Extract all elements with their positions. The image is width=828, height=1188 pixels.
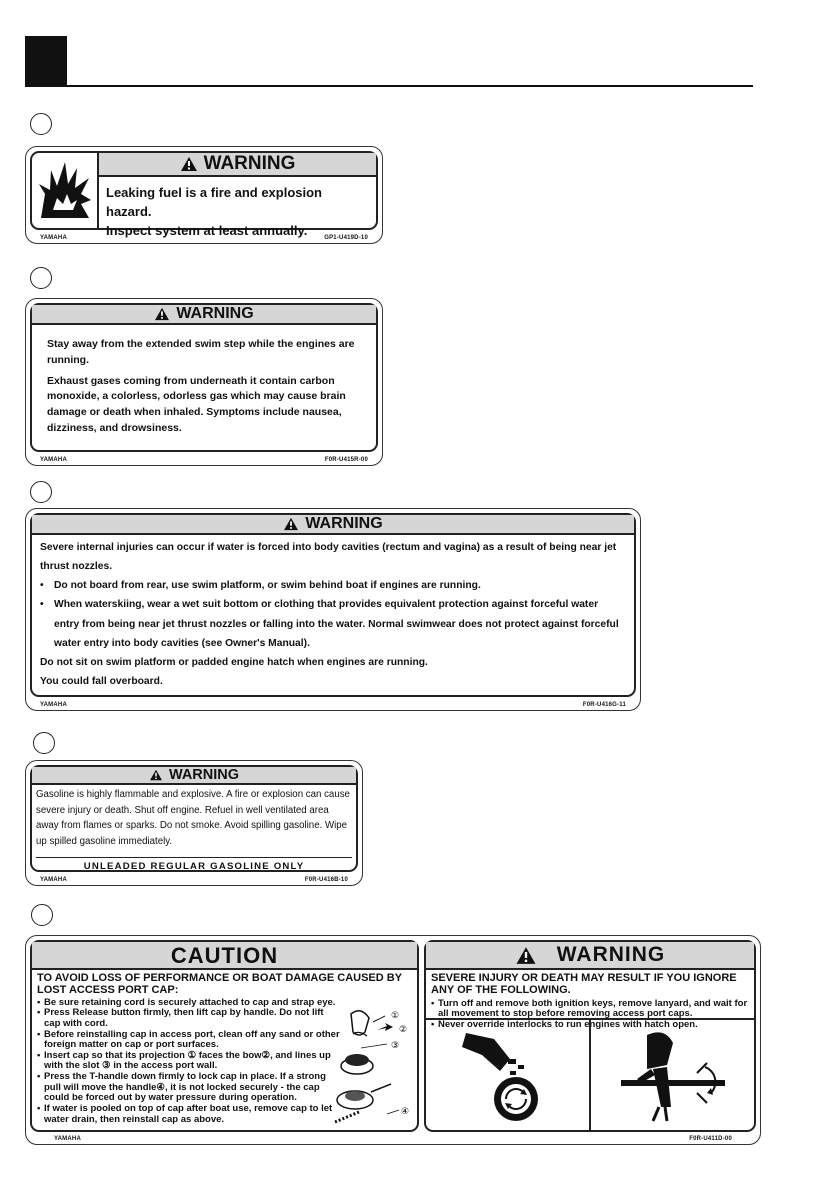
label-a-line-1: Leaking fuel is a fire and explosion hazard. [106, 185, 322, 219]
label-d-brand: YAMAHA [40, 877, 67, 883]
label-d-body: Gasoline is highly flammable and explosive. A fire or explosion can cause severe injury or death. Shut off engine. Refuel in well ventilated area away from flames or sparks. Do not smoke. Avoid spilling gasoline. Wipe up spilled gasoline immediately. [36, 789, 350, 848]
label-d-heading: WARNING [32, 767, 356, 785]
label-b-marker [30, 267, 52, 289]
label-e-code: F0R-U411D-00 [689, 1136, 732, 1142]
label-b-para-1: Stay away from the extended swim step while the engines are running. [47, 338, 355, 366]
label-a-heading: WARNING [99, 153, 376, 177]
label-c-marker [30, 481, 52, 503]
warning-heading: WARNING [426, 942, 754, 970]
rotating-impeller-hand-icon [448, 1025, 568, 1125]
caution-item: • If water is pooled on top of cap after boat use, remove cap to let water drain, then reinstall cap as above. [37, 1102, 333, 1125]
label-d-code: F0R-U416B-10 [304, 877, 348, 883]
explosion-icon [32, 153, 99, 228]
warning-item: • Never override interlocks to run engines with hatch open. [431, 1019, 698, 1031]
label-c-brand: YAMAHA [40, 702, 67, 708]
caution-heading: CAUTION [32, 942, 417, 970]
warning-triangle-icon [180, 156, 198, 172]
callout-3: ③ [391, 1041, 400, 1051]
label-c-code: F0R-U416G-11 [582, 702, 626, 708]
callout-1: ① [391, 1011, 400, 1021]
label-b-brand: YAMAHA [40, 457, 67, 463]
caution-panel [30, 940, 419, 1132]
header-rule [25, 85, 753, 87]
warning-item: • Turn off and remove both ignition keys, remove lanyard, and wait for all movement to stop before removing access port caps. [431, 997, 748, 1020]
label-e-brand: YAMAHA [54, 1136, 81, 1142]
label-c-bullet-1: • Do not board from rear, use swim platform, or swim behind boat if engines are running. [40, 580, 481, 592]
access-port-cap-illustration [331, 1004, 411, 1132]
callout-2: ② [399, 1025, 408, 1035]
warning-triangle-icon [515, 946, 537, 965]
caution-item: • Press Release button firmly, then lift cap by handle. Do not lift cap with cord. [37, 1007, 324, 1029]
label-a-code: GP1-U419D-10 [324, 235, 368, 241]
label-a-line-2: Inspect system at least annually. [106, 222, 308, 238]
label-e-marker [31, 904, 53, 926]
label-c-line-2: Do not sit on swim platform or padded engine hatch when engines are running. [40, 656, 428, 668]
label-b [25, 298, 383, 466]
warning-title: SEVERE INJURY OR DEATH MAY RESULT IF YOU IGNORE ANY OF THE FOLLOWING. [431, 972, 737, 997]
caution-title: TO AVOID LOSS OF PERFORMANCE OR BOAT DAMAGE CAUSED BY LOST ACCESS PORT CAP: [37, 972, 402, 997]
label-c-line-3: You could fall overboard. [40, 675, 163, 687]
label-b-code: F0R-U415R-00 [324, 457, 368, 463]
caution-item: • Be sure retaining cord is securely attached to cap and strap eye. [37, 996, 336, 1008]
label-c [25, 508, 641, 711]
caution-item: • Insert cap so that its projection ① faces the bow②, and lines up with the slot ③ in the access port wall. [37, 1049, 331, 1072]
label-e [25, 935, 761, 1145]
label-c-heading: WARNING [32, 515, 634, 535]
warning-triangle-icon [283, 517, 299, 531]
label-d [25, 760, 363, 886]
warning-triangle-icon [154, 307, 170, 321]
label-d-marker [33, 732, 55, 754]
chapter-tab [25, 36, 67, 86]
warning-triangle-icon [149, 769, 163, 781]
label-a-marker [30, 113, 52, 135]
label-b-para-2: Exhaust gases coming from underneath it contain carbon monoxide, a colorless, odorless gas which may cause brain damage or death when inhaled. Symptoms include nausea, dizziness, and drowsiness. [47, 374, 346, 434]
label-d-footer: UNLEADED REGULAR GASOLINE ONLY [36, 857, 352, 872]
label-c-bullet-2: • When waterskiing, wear a wet suit bottom or clothing that provides equivalent protection against forceful water entry from being near jet thrust nozzles or falling into the water. Normal swimwear does not protect against forceful water entry into body cavities (see Owner's Manual). [40, 599, 619, 649]
label-b-heading: WARNING [32, 305, 376, 325]
warning-panel [424, 940, 756, 1132]
label-a-brand: YAMAHA [40, 235, 67, 241]
callout-4: ④ [401, 1107, 410, 1117]
entanglement-shaft-icon [613, 1025, 733, 1125]
caution-item: • Before reinstalling cap in access port, clean off any sand or other foreign matter on cap or port surfaces. [37, 1028, 340, 1051]
label-a [25, 146, 383, 244]
label-c-line-1: Severe internal injuries can occur if water is forced into body cavities (rectum and vagina) as a result of being near jet thrust nozzles. [40, 542, 617, 573]
caution-item: • Press the T-handle down firmly to lock cap in place. If a strong pull will move the handle④, it is not locked securely - the cap could be forced out by water pressure during operation. [37, 1071, 326, 1104]
